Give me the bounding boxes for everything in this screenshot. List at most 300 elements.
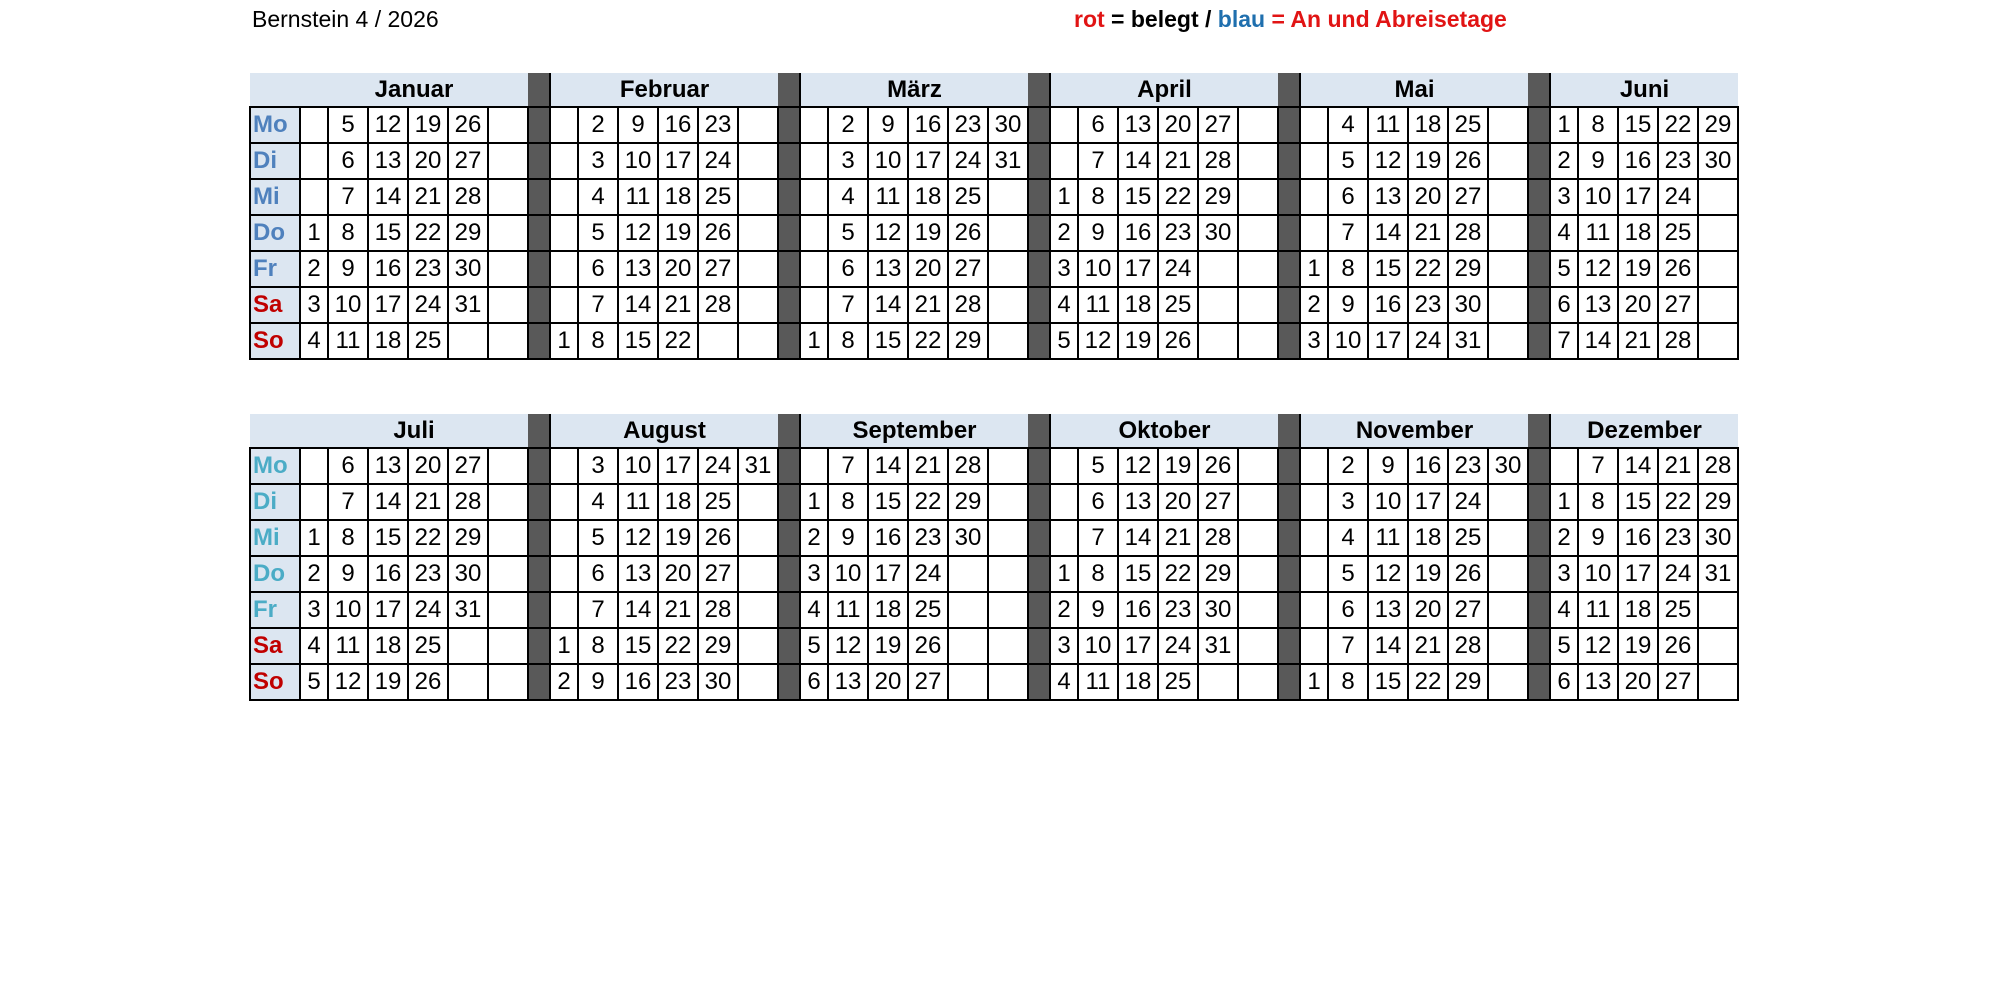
day-cell[interactable] xyxy=(1488,179,1528,215)
day-cell[interactable] xyxy=(1300,592,1328,628)
day-cell[interactable]: 3 xyxy=(578,448,618,484)
day-cell[interactable]: 4 xyxy=(1328,520,1368,556)
day-cell[interactable] xyxy=(738,556,778,592)
day-cell[interactable]: 2 xyxy=(300,556,328,592)
day-cell[interactable]: 14 xyxy=(1118,520,1158,556)
day-cell[interactable] xyxy=(1488,251,1528,287)
day-cell[interactable]: 31 xyxy=(448,592,488,628)
day-cell[interactable]: 17 xyxy=(1118,628,1158,664)
day-cell[interactable] xyxy=(1300,628,1328,664)
day-cell[interactable] xyxy=(988,556,1028,592)
day-cell[interactable]: 17 xyxy=(868,556,908,592)
day-cell[interactable]: 28 xyxy=(1198,520,1238,556)
day-cell[interactable]: 12 xyxy=(618,520,658,556)
day-cell[interactable] xyxy=(988,251,1028,287)
day-cell[interactable]: 23 xyxy=(1158,592,1198,628)
day-cell[interactable]: 31 xyxy=(1698,556,1738,592)
day-cell[interactable]: 17 xyxy=(908,143,948,179)
day-cell[interactable]: 19 xyxy=(1408,143,1448,179)
day-cell[interactable]: 16 xyxy=(1118,592,1158,628)
day-cell[interactable] xyxy=(1488,556,1528,592)
day-cell[interactable]: 5 xyxy=(828,215,868,251)
day-cell[interactable] xyxy=(1198,287,1238,323)
day-cell[interactable]: 23 xyxy=(1658,143,1698,179)
day-cell[interactable]: 25 xyxy=(1158,664,1198,700)
day-cell[interactable]: 14 xyxy=(868,448,908,484)
day-cell[interactable]: 9 xyxy=(1078,215,1118,251)
day-cell[interactable] xyxy=(800,107,828,143)
day-cell[interactable]: 24 xyxy=(408,592,448,628)
day-cell[interactable]: 1 xyxy=(1550,484,1578,520)
day-cell[interactable]: 5 xyxy=(328,107,368,143)
day-cell[interactable]: 10 xyxy=(1368,484,1408,520)
day-cell[interactable]: 13 xyxy=(868,251,908,287)
day-cell[interactable] xyxy=(738,251,778,287)
day-cell[interactable] xyxy=(948,628,988,664)
day-cell[interactable]: 25 xyxy=(1658,215,1698,251)
day-cell[interactable] xyxy=(550,448,578,484)
day-cell[interactable]: 29 xyxy=(1198,556,1238,592)
day-cell[interactable]: 3 xyxy=(300,592,328,628)
day-cell[interactable]: 28 xyxy=(1658,323,1698,359)
day-cell[interactable]: 6 xyxy=(828,251,868,287)
day-cell[interactable]: 15 xyxy=(1618,484,1658,520)
day-cell[interactable] xyxy=(1300,107,1328,143)
day-cell[interactable] xyxy=(948,556,988,592)
day-cell[interactable] xyxy=(550,592,578,628)
day-cell[interactable]: 5 xyxy=(800,628,828,664)
day-cell[interactable] xyxy=(1698,323,1738,359)
day-cell[interactable]: 18 xyxy=(868,592,908,628)
day-cell[interactable]: 13 xyxy=(1578,287,1618,323)
day-cell[interactable] xyxy=(988,664,1028,700)
day-cell[interactable] xyxy=(988,628,1028,664)
day-cell[interactable] xyxy=(1238,664,1278,700)
day-cell[interactable] xyxy=(1050,107,1078,143)
day-cell[interactable] xyxy=(1488,287,1528,323)
day-cell[interactable]: 15 xyxy=(368,215,408,251)
day-cell[interactable] xyxy=(1698,287,1738,323)
day-cell[interactable]: 5 xyxy=(1328,143,1368,179)
day-cell[interactable] xyxy=(488,287,528,323)
day-cell[interactable]: 3 xyxy=(578,143,618,179)
day-cell[interactable]: 17 xyxy=(658,143,698,179)
day-cell[interactable]: 22 xyxy=(1658,484,1698,520)
day-cell[interactable]: 15 xyxy=(1618,107,1658,143)
day-cell[interactable] xyxy=(1238,287,1278,323)
day-cell[interactable]: 12 xyxy=(868,215,908,251)
day-cell[interactable]: 13 xyxy=(828,664,868,700)
day-cell[interactable]: 27 xyxy=(1448,592,1488,628)
day-cell[interactable]: 6 xyxy=(1078,484,1118,520)
day-cell[interactable]: 11 xyxy=(828,592,868,628)
day-cell[interactable]: 11 xyxy=(1368,520,1408,556)
day-cell[interactable]: 4 xyxy=(1328,107,1368,143)
day-cell[interactable]: 26 xyxy=(698,215,738,251)
day-cell[interactable]: 22 xyxy=(658,628,698,664)
day-cell[interactable]: 24 xyxy=(1158,628,1198,664)
day-cell[interactable]: 11 xyxy=(1078,664,1118,700)
day-cell[interactable]: 7 xyxy=(1328,628,1368,664)
day-cell[interactable] xyxy=(300,179,328,215)
day-cell[interactable]: 7 xyxy=(1078,520,1118,556)
day-cell[interactable]: 25 xyxy=(1448,107,1488,143)
day-cell[interactable]: 25 xyxy=(1658,592,1698,628)
day-cell[interactable] xyxy=(1488,107,1528,143)
day-cell[interactable]: 24 xyxy=(908,556,948,592)
day-cell[interactable] xyxy=(1238,215,1278,251)
day-cell[interactable]: 5 xyxy=(1078,448,1118,484)
day-cell[interactable]: 22 xyxy=(1158,179,1198,215)
day-cell[interactable]: 5 xyxy=(300,664,328,700)
day-cell[interactable]: 20 xyxy=(1158,484,1198,520)
day-cell[interactable]: 28 xyxy=(698,592,738,628)
day-cell[interactable]: 13 xyxy=(1368,592,1408,628)
day-cell[interactable]: 21 xyxy=(658,287,698,323)
day-cell[interactable]: 21 xyxy=(1408,628,1448,664)
day-cell[interactable]: 17 xyxy=(1118,251,1158,287)
day-cell[interactable]: 19 xyxy=(658,215,698,251)
day-cell[interactable]: 18 xyxy=(1408,107,1448,143)
day-cell[interactable]: 26 xyxy=(1198,448,1238,484)
day-cell[interactable]: 27 xyxy=(698,556,738,592)
day-cell[interactable]: 10 xyxy=(1078,251,1118,287)
day-cell[interactable] xyxy=(488,520,528,556)
day-cell[interactable] xyxy=(550,556,578,592)
day-cell[interactable]: 29 xyxy=(948,484,988,520)
day-cell[interactable] xyxy=(1050,520,1078,556)
day-cell[interactable] xyxy=(448,628,488,664)
day-cell[interactable] xyxy=(1238,592,1278,628)
day-cell[interactable]: 15 xyxy=(368,520,408,556)
day-cell[interactable]: 14 xyxy=(368,484,408,520)
day-cell[interactable]: 13 xyxy=(618,556,658,592)
day-cell[interactable]: 8 xyxy=(328,215,368,251)
day-cell[interactable]: 25 xyxy=(698,179,738,215)
day-cell[interactable] xyxy=(488,143,528,179)
day-cell[interactable]: 28 xyxy=(1198,143,1238,179)
day-cell[interactable]: 1 xyxy=(550,628,578,664)
day-cell[interactable] xyxy=(1300,556,1328,592)
day-cell[interactable]: 8 xyxy=(1578,107,1618,143)
day-cell[interactable] xyxy=(448,323,488,359)
day-cell[interactable] xyxy=(988,484,1028,520)
day-cell[interactable]: 26 xyxy=(1448,143,1488,179)
day-cell[interactable]: 29 xyxy=(1698,484,1738,520)
day-cell[interactable]: 7 xyxy=(1328,215,1368,251)
day-cell[interactable]: 2 xyxy=(578,107,618,143)
day-cell[interactable]: 29 xyxy=(448,215,488,251)
day-cell[interactable]: 7 xyxy=(328,484,368,520)
day-cell[interactable]: 17 xyxy=(368,592,408,628)
day-cell[interactable] xyxy=(738,664,778,700)
day-cell[interactable]: 29 xyxy=(698,628,738,664)
day-cell[interactable]: 4 xyxy=(300,323,328,359)
day-cell[interactable] xyxy=(1488,592,1528,628)
day-cell[interactable]: 2 xyxy=(1050,592,1078,628)
day-cell[interactable]: 25 xyxy=(1158,287,1198,323)
day-cell[interactable]: 9 xyxy=(618,107,658,143)
day-cell[interactable]: 9 xyxy=(328,556,368,592)
day-cell[interactable]: 10 xyxy=(618,448,658,484)
day-cell[interactable] xyxy=(550,215,578,251)
day-cell[interactable]: 23 xyxy=(1158,215,1198,251)
day-cell[interactable]: 18 xyxy=(1408,520,1448,556)
day-cell[interactable] xyxy=(738,628,778,664)
day-cell[interactable]: 8 xyxy=(328,520,368,556)
day-cell[interactable]: 18 xyxy=(1118,287,1158,323)
day-cell[interactable]: 2 xyxy=(300,251,328,287)
day-cell[interactable] xyxy=(1238,556,1278,592)
day-cell[interactable]: 6 xyxy=(800,664,828,700)
day-cell[interactable]: 30 xyxy=(448,556,488,592)
day-cell[interactable]: 9 xyxy=(1368,448,1408,484)
day-cell[interactable] xyxy=(550,484,578,520)
day-cell[interactable]: 1 xyxy=(800,323,828,359)
day-cell[interactable]: 17 xyxy=(1368,323,1408,359)
day-cell[interactable] xyxy=(1698,251,1738,287)
day-cell[interactable]: 20 xyxy=(1408,179,1448,215)
day-cell[interactable]: 18 xyxy=(1618,592,1658,628)
day-cell[interactable]: 6 xyxy=(578,556,618,592)
day-cell[interactable] xyxy=(1698,179,1738,215)
day-cell[interactable]: 13 xyxy=(1368,179,1408,215)
day-cell[interactable]: 11 xyxy=(618,179,658,215)
day-cell[interactable]: 4 xyxy=(1050,287,1078,323)
day-cell[interactable]: 30 xyxy=(1198,215,1238,251)
day-cell[interactable]: 13 xyxy=(368,143,408,179)
day-cell[interactable]: 18 xyxy=(368,628,408,664)
day-cell[interactable]: 17 xyxy=(1408,484,1448,520)
day-cell[interactable]: 4 xyxy=(300,628,328,664)
day-cell[interactable] xyxy=(488,323,528,359)
day-cell[interactable] xyxy=(550,143,578,179)
day-cell[interactable]: 6 xyxy=(1078,107,1118,143)
day-cell[interactable]: 17 xyxy=(1618,179,1658,215)
day-cell[interactable] xyxy=(1488,628,1528,664)
day-cell[interactable]: 6 xyxy=(1550,664,1578,700)
day-cell[interactable] xyxy=(550,179,578,215)
day-cell[interactable]: 18 xyxy=(908,179,948,215)
day-cell[interactable]: 1 xyxy=(300,215,328,251)
day-cell[interactable]: 30 xyxy=(1448,287,1488,323)
day-cell[interactable]: 12 xyxy=(618,215,658,251)
day-cell[interactable]: 31 xyxy=(738,448,778,484)
day-cell[interactable]: 8 xyxy=(828,484,868,520)
day-cell[interactable]: 6 xyxy=(1328,179,1368,215)
day-cell[interactable] xyxy=(988,287,1028,323)
day-cell[interactable]: 21 xyxy=(408,484,448,520)
day-cell[interactable]: 18 xyxy=(1618,215,1658,251)
day-cell[interactable]: 29 xyxy=(1198,179,1238,215)
day-cell[interactable]: 25 xyxy=(948,179,988,215)
day-cell[interactable]: 19 xyxy=(1408,556,1448,592)
day-cell[interactable]: 29 xyxy=(948,323,988,359)
day-cell[interactable]: 14 xyxy=(618,287,658,323)
day-cell[interactable]: 8 xyxy=(828,323,868,359)
day-cell[interactable]: 4 xyxy=(1550,215,1578,251)
day-cell[interactable]: 4 xyxy=(1050,664,1078,700)
day-cell[interactable] xyxy=(800,143,828,179)
day-cell[interactable]: 12 xyxy=(828,628,868,664)
day-cell[interactable]: 24 xyxy=(948,143,988,179)
day-cell[interactable]: 24 xyxy=(1658,179,1698,215)
day-cell[interactable]: 25 xyxy=(698,484,738,520)
day-cell[interactable] xyxy=(488,179,528,215)
day-cell[interactable]: 26 xyxy=(448,107,488,143)
day-cell[interactable] xyxy=(1238,251,1278,287)
day-cell[interactable] xyxy=(1238,143,1278,179)
day-cell[interactable]: 19 xyxy=(868,628,908,664)
day-cell[interactable]: 7 xyxy=(578,287,618,323)
day-cell[interactable]: 20 xyxy=(1618,664,1658,700)
day-cell[interactable]: 26 xyxy=(698,520,738,556)
day-cell[interactable]: 1 xyxy=(1050,179,1078,215)
day-cell[interactable]: 1 xyxy=(1550,107,1578,143)
day-cell[interactable]: 24 xyxy=(408,287,448,323)
day-cell[interactable]: 6 xyxy=(328,143,368,179)
day-cell[interactable] xyxy=(550,520,578,556)
day-cell[interactable]: 11 xyxy=(1078,287,1118,323)
day-cell[interactable]: 11 xyxy=(1578,592,1618,628)
day-cell[interactable]: 11 xyxy=(618,484,658,520)
day-cell[interactable]: 12 xyxy=(1368,143,1408,179)
day-cell[interactable]: 20 xyxy=(658,556,698,592)
day-cell[interactable]: 16 xyxy=(368,251,408,287)
day-cell[interactable] xyxy=(800,448,828,484)
day-cell[interactable] xyxy=(738,143,778,179)
day-cell[interactable]: 23 xyxy=(1408,287,1448,323)
day-cell[interactable]: 10 xyxy=(1578,556,1618,592)
day-cell[interactable]: 5 xyxy=(578,520,618,556)
day-cell[interactable] xyxy=(1300,484,1328,520)
day-cell[interactable] xyxy=(1300,448,1328,484)
day-cell[interactable]: 29 xyxy=(448,520,488,556)
day-cell[interactable]: 15 xyxy=(1368,251,1408,287)
day-cell[interactable]: 30 xyxy=(988,107,1028,143)
day-cell[interactable]: 28 xyxy=(448,179,488,215)
day-cell[interactable]: 5 xyxy=(1050,323,1078,359)
day-cell[interactable]: 2 xyxy=(828,107,868,143)
day-cell[interactable]: 3 xyxy=(800,556,828,592)
day-cell[interactable] xyxy=(488,448,528,484)
day-cell[interactable]: 20 xyxy=(1618,287,1658,323)
day-cell[interactable]: 27 xyxy=(1658,664,1698,700)
day-cell[interactable]: 30 xyxy=(948,520,988,556)
day-cell[interactable] xyxy=(988,215,1028,251)
day-cell[interactable] xyxy=(738,592,778,628)
day-cell[interactable] xyxy=(1300,179,1328,215)
day-cell[interactable]: 23 xyxy=(1448,448,1488,484)
day-cell[interactable]: 3 xyxy=(1328,484,1368,520)
day-cell[interactable] xyxy=(1488,215,1528,251)
day-cell[interactable]: 6 xyxy=(328,448,368,484)
day-cell[interactable] xyxy=(1238,179,1278,215)
day-cell[interactable]: 25 xyxy=(1448,520,1488,556)
day-cell[interactable] xyxy=(300,143,328,179)
day-cell[interactable] xyxy=(1488,664,1528,700)
day-cell[interactable] xyxy=(1238,107,1278,143)
day-cell[interactable]: 10 xyxy=(1078,628,1118,664)
day-cell[interactable]: 18 xyxy=(368,323,408,359)
day-cell[interactable]: 2 xyxy=(1050,215,1078,251)
day-cell[interactable]: 14 xyxy=(1578,323,1618,359)
day-cell[interactable]: 11 xyxy=(328,323,368,359)
day-cell[interactable] xyxy=(488,251,528,287)
day-cell[interactable] xyxy=(1488,520,1528,556)
day-cell[interactable]: 27 xyxy=(1448,179,1488,215)
day-cell[interactable]: 26 xyxy=(908,628,948,664)
day-cell[interactable]: 10 xyxy=(618,143,658,179)
day-cell[interactable] xyxy=(550,107,578,143)
day-cell[interactable]: 26 xyxy=(948,215,988,251)
day-cell[interactable] xyxy=(488,215,528,251)
day-cell[interactable]: 8 xyxy=(578,323,618,359)
day-cell[interactable]: 20 xyxy=(408,448,448,484)
day-cell[interactable]: 7 xyxy=(578,592,618,628)
day-cell[interactable]: 21 xyxy=(658,592,698,628)
day-cell[interactable]: 5 xyxy=(1550,628,1578,664)
day-cell[interactable]: 16 xyxy=(908,107,948,143)
day-cell[interactable]: 4 xyxy=(578,179,618,215)
day-cell[interactable]: 27 xyxy=(948,251,988,287)
day-cell[interactable]: 1 xyxy=(800,484,828,520)
day-cell[interactable]: 25 xyxy=(908,592,948,628)
day-cell[interactable]: 7 xyxy=(1578,448,1618,484)
day-cell[interactable]: 27 xyxy=(1658,287,1698,323)
day-cell[interactable]: 15 xyxy=(1118,179,1158,215)
day-cell[interactable]: 20 xyxy=(408,143,448,179)
day-cell[interactable]: 20 xyxy=(658,251,698,287)
day-cell[interactable]: 14 xyxy=(368,179,408,215)
day-cell[interactable]: 12 xyxy=(1118,448,1158,484)
day-cell[interactable]: 14 xyxy=(1118,143,1158,179)
day-cell[interactable]: 3 xyxy=(1550,179,1578,215)
day-cell[interactable]: 27 xyxy=(908,664,948,700)
day-cell[interactable]: 21 xyxy=(1408,215,1448,251)
day-cell[interactable]: 9 xyxy=(328,251,368,287)
day-cell[interactable]: 3 xyxy=(1050,628,1078,664)
day-cell[interactable]: 3 xyxy=(300,287,328,323)
day-cell[interactable]: 16 xyxy=(1618,520,1658,556)
day-cell[interactable] xyxy=(1698,215,1738,251)
day-cell[interactable]: 17 xyxy=(368,287,408,323)
day-cell[interactable]: 21 xyxy=(408,179,448,215)
day-cell[interactable]: 13 xyxy=(618,251,658,287)
day-cell[interactable]: 21 xyxy=(908,448,948,484)
day-cell[interactable]: 26 xyxy=(1658,251,1698,287)
day-cell[interactable]: 9 xyxy=(828,520,868,556)
day-cell[interactable]: 22 xyxy=(1658,107,1698,143)
day-cell[interactable]: 1 xyxy=(1300,664,1328,700)
day-cell[interactable]: 24 xyxy=(698,143,738,179)
day-cell[interactable]: 28 xyxy=(698,287,738,323)
day-cell[interactable]: 19 xyxy=(1618,251,1658,287)
day-cell[interactable] xyxy=(300,448,328,484)
day-cell[interactable]: 15 xyxy=(1118,556,1158,592)
day-cell[interactable]: 10 xyxy=(328,592,368,628)
day-cell[interactable]: 4 xyxy=(578,484,618,520)
day-cell[interactable]: 30 xyxy=(698,664,738,700)
day-cell[interactable]: 25 xyxy=(408,323,448,359)
day-cell[interactable]: 23 xyxy=(908,520,948,556)
day-cell[interactable]: 24 xyxy=(698,448,738,484)
day-cell[interactable] xyxy=(948,592,988,628)
day-cell[interactable]: 8 xyxy=(578,628,618,664)
day-cell[interactable]: 8 xyxy=(1578,484,1618,520)
day-cell[interactable]: 16 xyxy=(1618,143,1658,179)
day-cell[interactable]: 30 xyxy=(448,251,488,287)
